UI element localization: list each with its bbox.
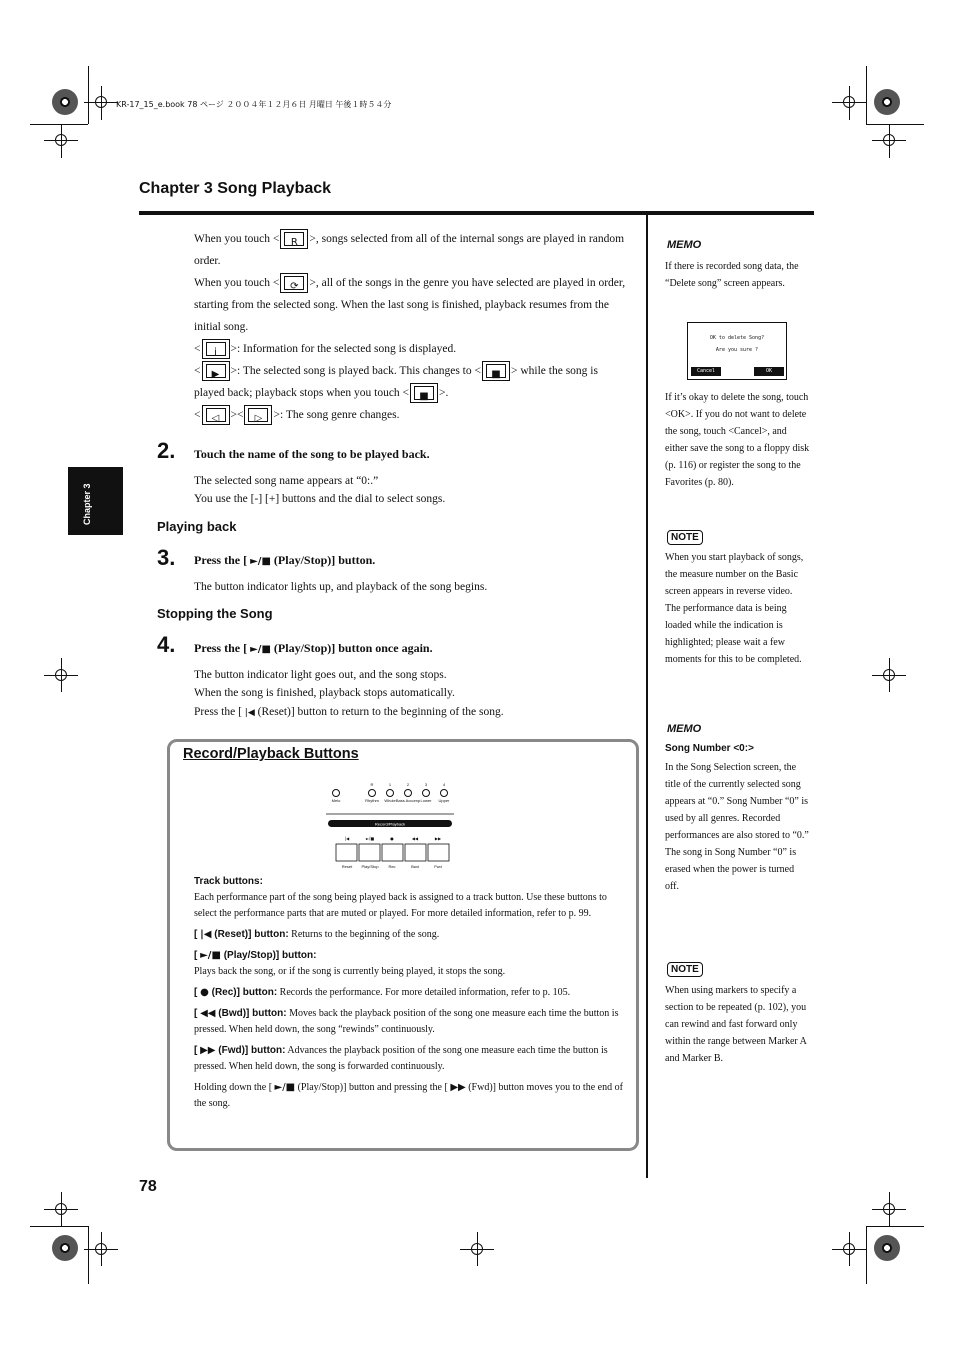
panel-num-4: 4 [442,782,446,787]
play-stop-icon: ►/■ [250,644,271,655]
note-1-text: When you start playback of songs, the measure number on the Basic screen appears in reverse video. The performance data is being loaded while the indication is highlighted; please wait a few moments for this to be completed. [665,552,804,665]
bass-accomp-indicator [405,790,412,797]
step-3-number: 3. [157,545,176,570]
hold-a: Holding down the [ [194,1082,273,1093]
step-4-line-3b: (Reset)] button to return to the beginning of the song. [257,706,504,718]
panel-num-3: 3 [424,782,428,787]
hold-b: (Play/Stop)] button and pressing the [ [297,1082,448,1093]
bwd-symbol: ◀◀ [411,836,419,841]
info-icon: i [202,339,230,359]
note-badge-2 [667,959,703,977]
panel-bar-label: Record/Playback [374,821,406,827]
intro-p3: >: Information for the selected song is displayed. [230,343,457,355]
panel-label-melo: Melo [331,798,341,803]
step-4-number: 4. [157,632,176,657]
print-header: KR-17_15_e.book 78 ページ ２００４年１２月６日 月曜日 午後１時５４分 [116,100,392,109]
rhythm-indicator [369,790,376,797]
dialog-question: OK to delete Song? [709,335,765,341]
panel-label-rhythm: Rhythm [365,798,379,803]
note-2-text: When using markers to specify a section to be repeated (p. 102), you can rewind and fast forward only within the range between Marker A and Marker B. [665,985,807,1064]
note-badge-1 [667,527,703,545]
panel-num-1: 1 [388,782,392,787]
panel-label-bass: Bass Accomp [395,798,421,803]
panel-num-r: R [370,782,374,787]
memo-2-heading: Song Number <0:> [665,743,754,754]
box-title: Record/Playback Buttons [183,746,359,762]
track-text: Each performance part of the song being played back is assigned to a track button. Use these buttons to select the performance parts that are muted or played. For more detailed information, refer to p. 99. [194,892,607,919]
reset-symbol: |◀ [344,836,350,841]
genre-loop-icon: ⟳ [280,273,308,293]
panel-label-play-stop: Play/Stop [361,864,379,869]
rec-symbol: ● [390,836,394,841]
reset-text: Returns to the beginning of the song. [291,929,440,940]
whole-indicator [387,790,394,797]
dialog-cancel-button[interactable]: Cancel [691,367,721,376]
play-stop-icon: ►/■ [274,1082,296,1093]
play-text: Plays back the song, or if the song is currently being played, it stops the song. [194,966,506,977]
step-2-line-2: You use the [-] [+] buttons and the dial to select songs. [194,493,446,505]
bwd-text: Moves back the playback position of the song one measure each time the button is pressed. When held down, the song “rewinds” continuously. [194,1008,619,1035]
random-icon: R [280,229,308,249]
panel-diagram [320,778,460,873]
step-2-text: Touch the name of the song to be played back. [194,447,430,461]
reset-heading: (Reset)] button: [214,929,289,940]
fwd-symbol: ▶▶ [434,836,442,841]
intro-p4c: >. [439,387,449,399]
bwd-button [405,844,426,861]
play-heading: (Play/Stop)] button: [223,950,317,961]
dialog-confirm: Are you sure ? [715,347,759,353]
panel-label-bwd: Bwd [411,864,419,869]
stopping-heading: Stopping the Song [157,606,273,621]
play-stop-icon: ►/■ [250,556,271,567]
panel-label-whole: Whole [384,798,396,803]
step-4-line-3a: Press the [ [194,706,242,718]
memo-icon: MEMO [667,239,702,251]
intro-p2b: >, all of the songs in the genre you have selected are played in order, starting from the selected song. When the last song is finished, playback resumes from the initial song. [194,277,626,333]
intro-p1a: When you touch < [194,233,280,245]
melo-indicator [333,790,340,797]
panel-label-upper: Upper [438,798,450,803]
lower-indicator [423,790,430,797]
step-2-number: 2. [157,438,176,463]
fwd-text: Advances the playback position of the song one measure each time the button is pressed. When held down, the song is forwarded continuously. [194,1045,608,1072]
step-4-line-2: When the song is finished, playback stops automatically. [194,687,455,699]
fwd-icon: ▶▶ [200,1045,216,1056]
memo-1-text: If there is recorded song data, the “Delete song” screen appears. [665,261,799,289]
side-tab-label: Chapter 3 [82,483,92,525]
intro-p4b: > while the song is played back; playback stops when you touch < [194,365,598,399]
rec-button [382,844,403,861]
reset-button [336,844,357,861]
step-4-line-3 [194,703,504,722]
column-divider [646,215,648,1178]
rec-icon: ● [200,987,209,998]
panel-label-lower: Lower [420,798,432,803]
play-stop-button [359,844,380,861]
bwd-icon: ◀◀ [200,1008,216,1019]
step-3-text-b: (Play/Stop)] button. [273,553,376,567]
step-4-line-1: The button indicator light goes out, and the song stops. [194,669,447,681]
step-3-text-a: Press the [ [194,553,248,567]
intro-p2a: When you touch < [194,277,280,289]
title-rule [139,211,814,215]
chapter-title: Chapter 3 Song Playback [139,180,332,197]
play-stop-symbol: ►/■ [365,836,375,841]
genre-next-icon: ▷ [244,405,272,425]
page-number: 78 [139,1178,157,1195]
play-icon: ▶ [202,361,230,381]
panel-num-2: 2 [406,782,410,787]
step-4-text-a: Press the [ [194,641,248,655]
memo-2-text: In the Song Selection screen, the title of the currently selected song appears at “0.” Song Number “0” is used by all genres. Recorded performances are also stored to “0.” The song in Song Number “0” is erased when the power is turned off. [665,762,809,892]
intro-text: When you touch < R >, songs selected from all of the internal songs are played in random order. When you touch < ⟳ >, all of the songs in the genre you have selected are played in order, starting from the selected song. When the last song is finished, playback resumes from the initial song. < i >: Information for the selected song is displayed. < ▶ >: The selected song is played back. This changes to < ■ > while the song is played back; playback stops when you touch < ■ >. < ◁ >< ▷ >: The song genre changes. [194,228,628,426]
hold-c: (Fwd)] button moves you to the end of the song. [194,1082,623,1109]
playing-back-heading: Playing back [157,519,237,534]
intro-p4a: >: The selected song is played back. This changes to < [230,365,481,377]
upper-indicator [441,790,448,797]
play-stop-icon: ►/■ [200,950,221,961]
step-2-line-1: The selected song name appears at “0:.” [194,475,379,487]
rec-text: Records the performance. For more detailed information, refer to p. 105. [279,987,571,998]
box-content: Track buttons: Each performance part of the song being played back is assigned to a track button. Use these buttons to select the performance parts that are muted or played. For more detailed information, refer to p. 99. [ |◀ (Reset)] button: Returns to the beginning of the song. [ ►/■ (Play/Stop)] button: Plays back the song, or if the song is currently being played, it stops the song. [ ● (Rec)] button: Records the performance. For more detailed information, refer to p. 105. [ ◀◀ (Bwd)] button: Moves back the playback position of the song one measure each time the button is pressed. When held down, the song “rewinds” continuously. [ ▶▶ (Fwd)] button: Advances the playback position of the song one measure each time the button is pressed. When held down, the song is forwarded continuously. Holding down the [ ►/■ (Play/Stop)] button and pressing the [ ▶▶ (Fwd)] button moves you to the end of the song. [194,874,628,1112]
reset-icon: |◀ [244,708,255,718]
fwd-button [428,844,449,861]
step-3-text [194,553,375,568]
panel-label-reset: Reset [341,864,353,869]
stop-icon: ■ [482,361,510,381]
delete-song-dialog [687,322,787,380]
stop-icon: ■ [410,383,438,403]
note-label: NOTE [667,530,703,545]
memo-icon: MEMO [667,723,702,735]
reset-icon: |◀ [200,929,212,940]
memo-1b-text: If it’s okay to delete the song, touch <OK>. If you do not want to delete the song, touch <Cancel>, and either save the song to a floppy disk (p. 116) or register the song to the Favorites (p. 80). [665,392,810,488]
step-3-line-1: The button indicator lights up, and playback of the song begins. [194,581,488,593]
bwd-heading: (Bwd)] button: [218,1008,287,1019]
note-label: NOTE [667,962,703,977]
intro-p5: >: The song genre changes. [273,409,400,421]
step-4-text-b: (Play/Stop)] button once again. [273,641,433,655]
panel-label-fwd: Fwd [434,864,442,869]
step-4-text [194,641,433,656]
intro-p1b: >, songs selected from all of the internal songs are played in random order. [194,233,625,267]
dialog-ok-button[interactable]: OK [754,367,784,376]
fwd-icon: ▶▶ [450,1082,466,1093]
genre-prev-icon: ◁ [202,405,230,425]
fwd-heading: (Fwd)] button: [218,1045,286,1056]
rec-heading: (Rec)] button: [211,987,278,998]
panel-label-rec: Rec [388,864,396,869]
track-heading: Track buttons: [194,876,263,887]
chapter-side-tab [68,467,123,535]
